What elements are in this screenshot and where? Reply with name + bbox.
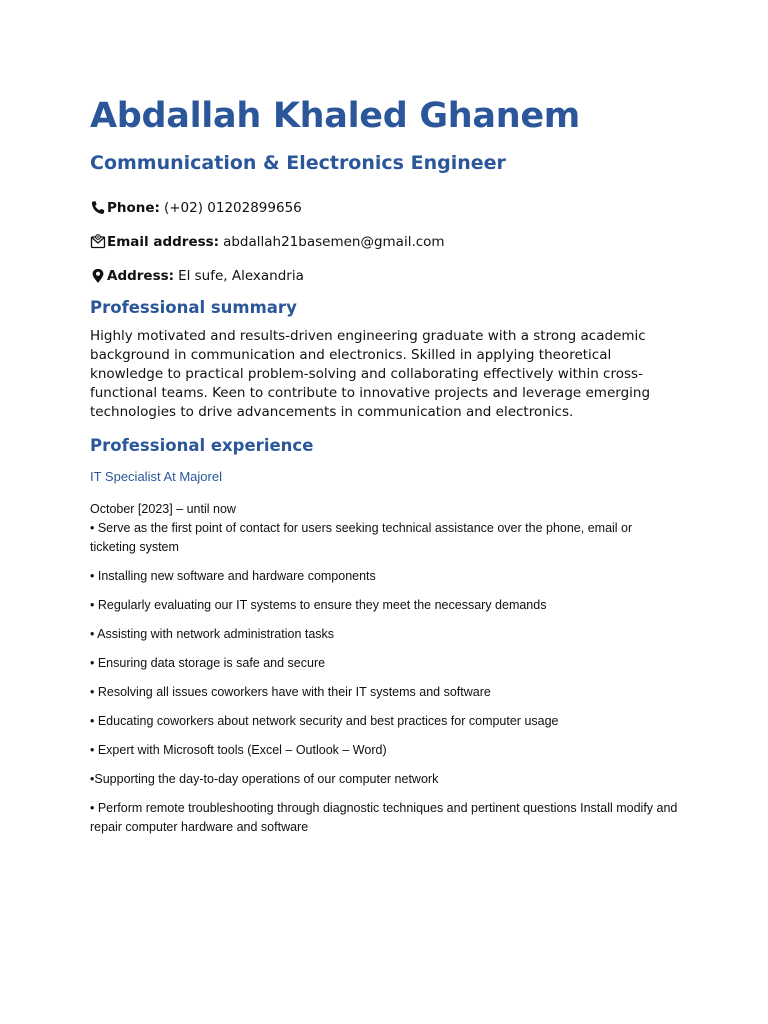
email-value: abdallah21basemen@gmail.com [223, 234, 445, 250]
contact-info [90, 198, 688, 286]
bullet-item: • Educating coworkers about network security and best practices for computer usage [90, 714, 559, 728]
bullet-item: • Perform remote troubleshooting through diagnostic techniques and pertinent questions Install modify and repair computer hardware and software [90, 801, 678, 834]
phone-icon [90, 200, 106, 216]
phone-label: Phone: [107, 200, 160, 216]
contact-email [90, 232, 688, 252]
location-pin-icon [90, 268, 106, 284]
bullet-item: •Supporting the day-to-day operations of our computer network [90, 772, 439, 786]
email-icon [90, 234, 106, 250]
bullet-item: • Resolving all issues coworkers have with their IT systems and software [90, 685, 491, 699]
bullet-item: • Installing new software and hardware components [90, 569, 376, 583]
address-label: Address: [107, 268, 175, 284]
contact-address [90, 266, 688, 286]
email-label: Email address: [107, 234, 220, 250]
job-title-headline: Communication & Electronics Engineer [90, 152, 506, 174]
bullet-item: • Regularly evaluating our IT systems to ensure they meet the necessary demands [90, 598, 547, 612]
address-value: El sufe, Alexandria [178, 268, 304, 284]
experience-heading: Professional experience [90, 436, 314, 455]
candidate-name: Abdallah Khaled Ghanem [90, 96, 580, 136]
bullet-item: • Serve as the first point of contact for users seeking technical assistance over the phone, email or ticketing system [90, 521, 633, 554]
bullet-item: • Expert with Microsoft tools (Excel – Outlook – Word) [90, 743, 387, 757]
experience-bullets [90, 519, 680, 837]
experience-date: October [2023] – until now [90, 502, 236, 516]
phone-value: (+02) 01202899656 [163, 200, 302, 216]
contact-phone [90, 198, 688, 218]
bullet-item: • Ensuring data storage is safe and secure [90, 656, 326, 670]
experience-job-title: IT Specialist At Majorel [90, 469, 222, 484]
summary-heading: Professional summary [90, 298, 297, 317]
bullet-item: • Assisting with network administration tasks [90, 627, 335, 641]
summary-text: Highly motivated and results-driven engineering graduate with a strong academic background in communication and electronics. Skilled in applying theoretical knowledge to practical problem-solving and collaborating effectively within cross-functional teams. Keen to contribute to innovative projects and leverage emerging technologies to drive advancements in communication and electronics. [90, 328, 651, 420]
